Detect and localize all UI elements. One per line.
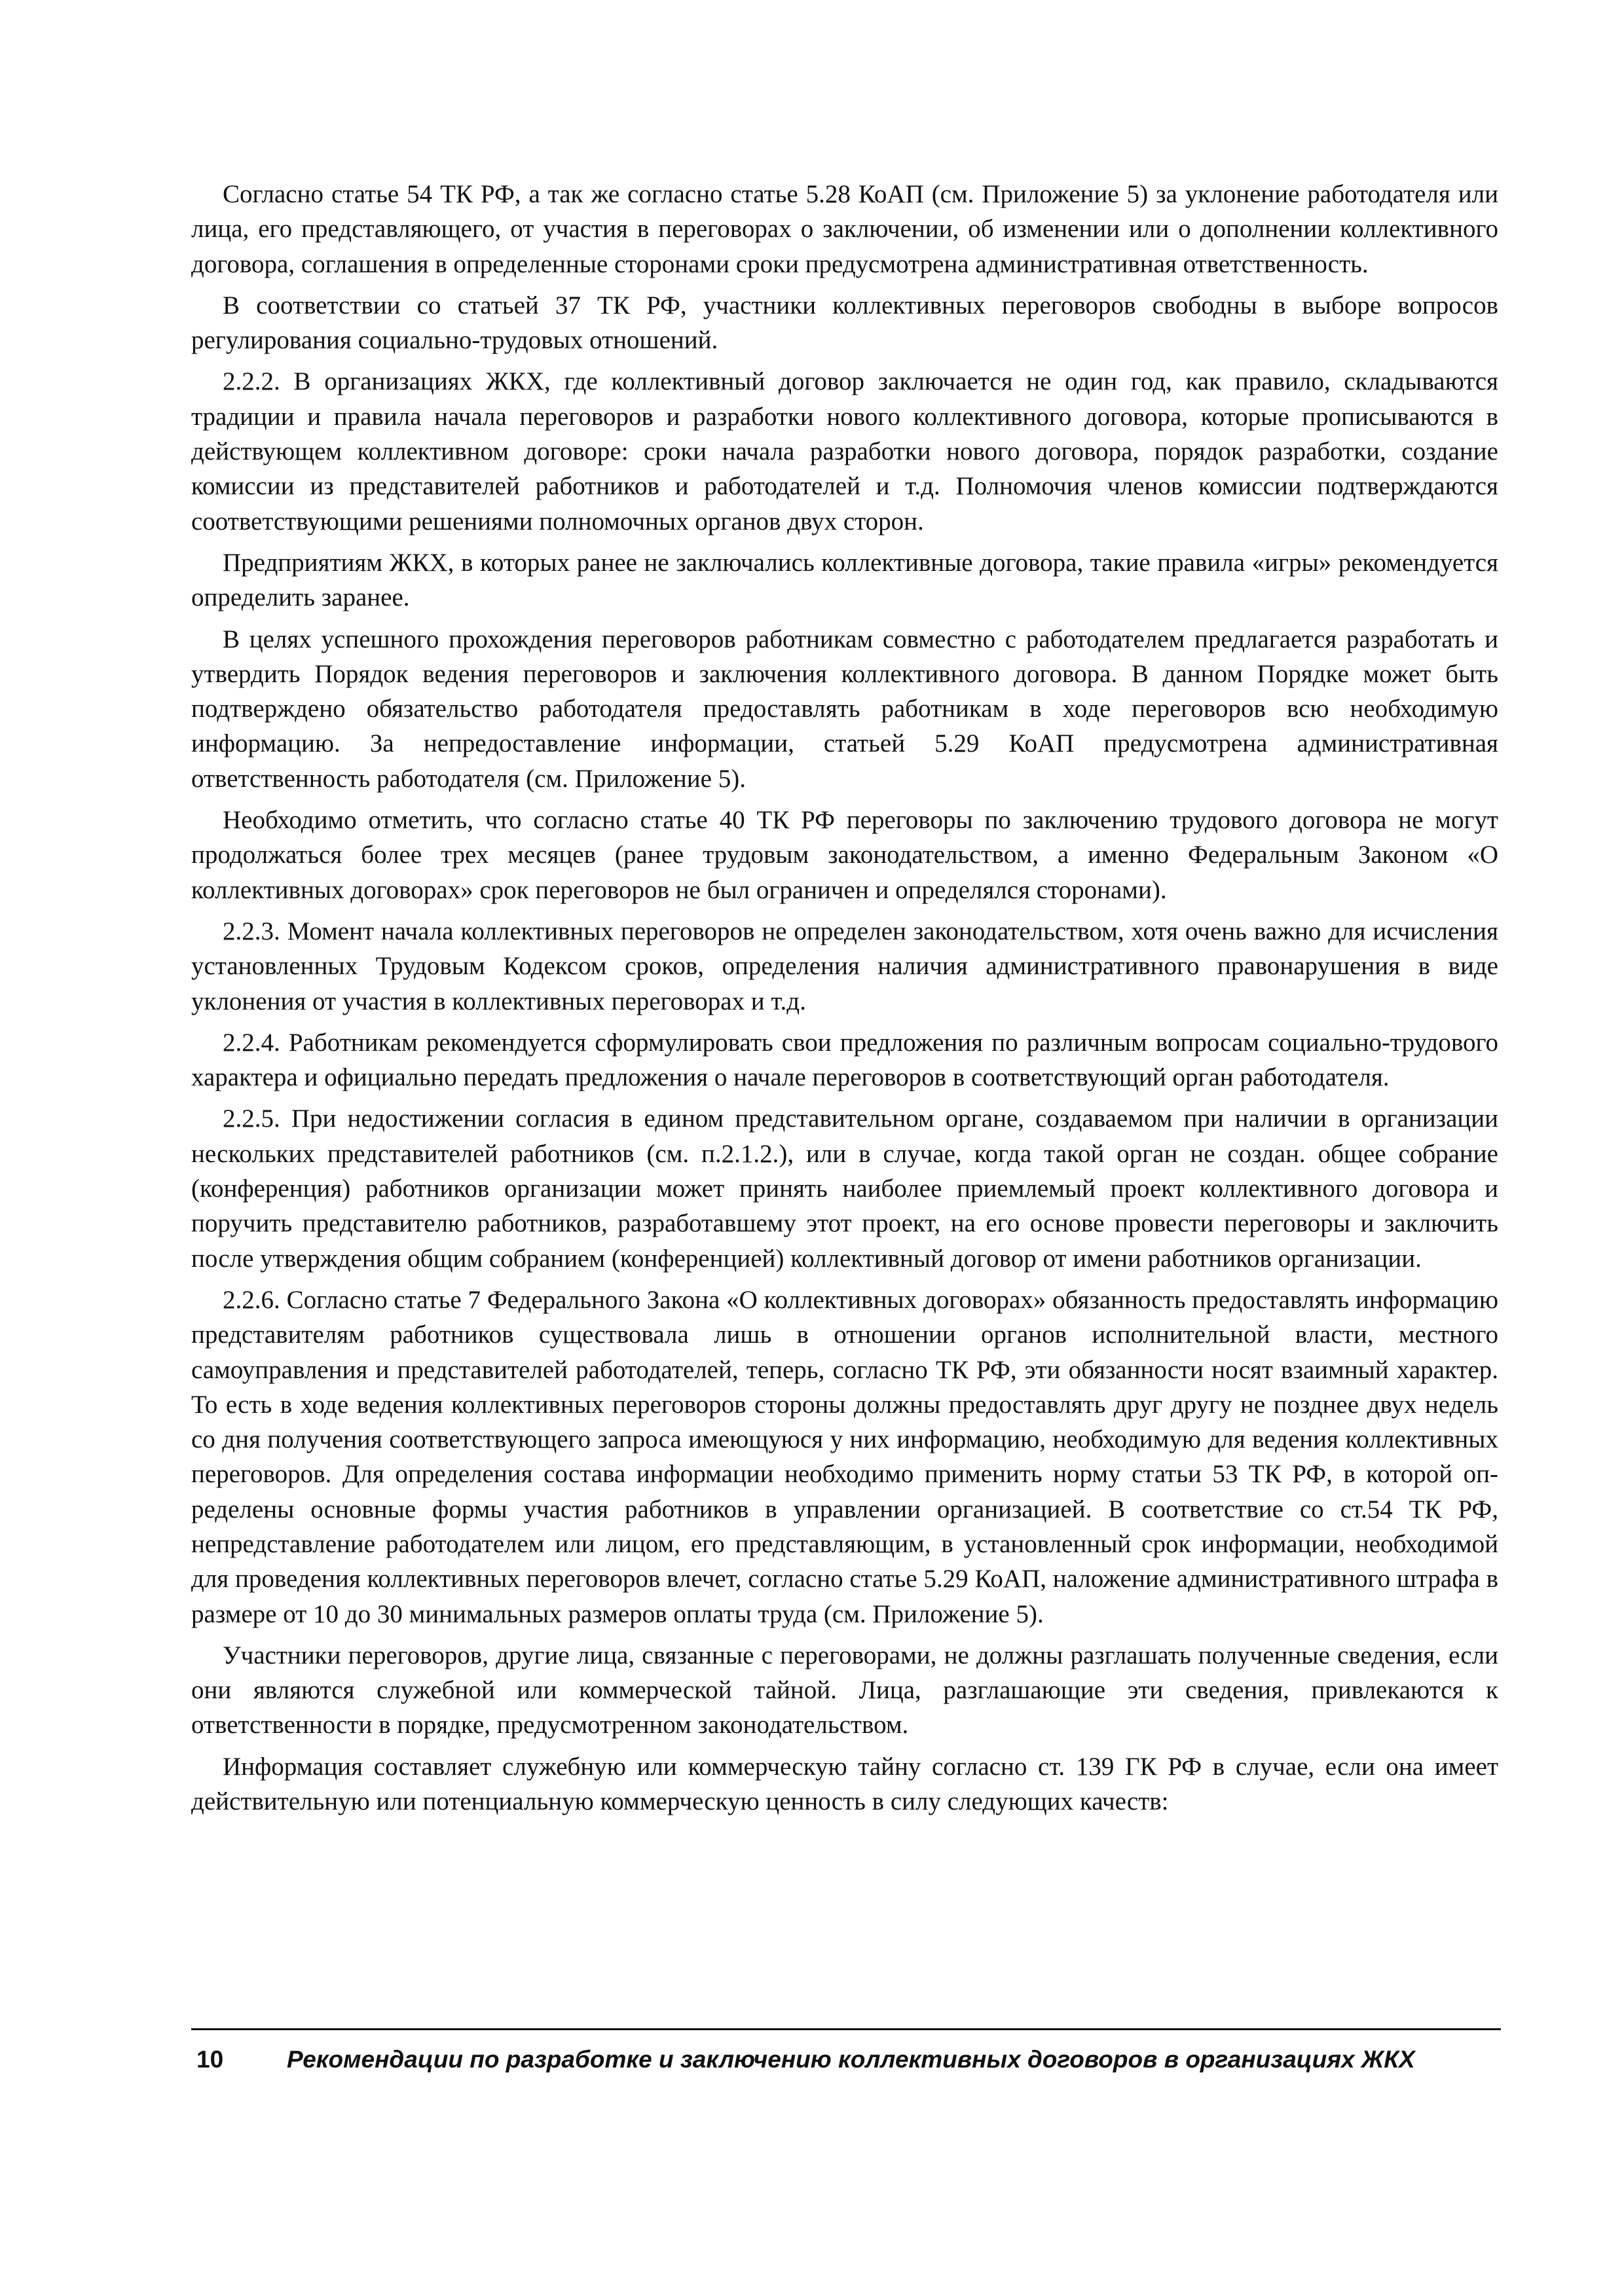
paragraph: 2.2.6. Согласно статье 7 Федерального Закона «О коллективных договорах» обязанность предоставлять информацию представителям работников существовала лишь в отношении органов исполнительной власти, местного самоуправления и представителей работодателей, теперь, согласно ТК РФ, эти обязанности носят взаимный характер. То есть в ходе ведения коллективных переговоров стороны должны предоставлять друг другу не позднее двух недель со дня получения соответствующего запроса имеющуюся у них информацию, необходимую для ведения коллективных переговоров. Для определения состава информации необходимо применить норму статьи 53 ТК РФ, в которой определены основные формы участия работников в управлении организацией. В соответствие со ст.54 ТК РФ, непредставление работодателем или лицом, его представляющим, в установленный срок информации, необходимой для проведения коллективных переговоров влечет, согласно статье 5.29 КоАП, наложение административного штрафа в размере от 10 до 30 минимальных размеров оплаты труда (см. Приложение 5). bbox=[191, 1285, 1498, 1628]
paragraph: Необходимо отметить, что согласно статье 40 ТК РФ переговоры по заключению трудового договора не могут продолжаться более трех месяцев (ранее трудовым законодательством, а именно Федеральным Законом «О коллективных договорах» срок переговоров не был ограничен и определялся сторонами). bbox=[191, 806, 1498, 904]
paragraph: Участники переговоров, другие лица, связанные с переговорами, не должны разглашать полученные сведения, если они являются служебной или коммерческой тайной. Лица, разглашающие эти сведения, привлекаются к ответственности в порядке, предусмотренном законодательством. bbox=[191, 1641, 1498, 1740]
paragraph: В соответствии со статьей 37 ТК РФ, участники коллективных переговоров свободны в выборе вопросов регулирования социально-трудовых отношений. bbox=[191, 291, 1498, 355]
page-number: 10 bbox=[196, 2046, 224, 2073]
body-text bbox=[191, 177, 1498, 1825]
paragraph: Предприятиям ЖКХ, в которых ранее не заключались коллективные договора, такие правила «игры» рекомендуется определить заранее. bbox=[191, 548, 1498, 612]
paragraph: 2.2.2. В организациях ЖКХ, где коллективный договор заключается не один год, как правило, складываются традиции и правила начала переговоров и разработки нового коллективного договора, которые прописываются в действующем коллективном договоре: сроки начала разработки нового договора, порядок разработки, создание комиссии из представителей работников и работодателей и т.д. Полномочия членов комиссии подтверждаются соответствующими решениями полномочных органов двух сторон. bbox=[191, 367, 1498, 536]
paragraph: Согласно статье 54 ТК РФ, а так же согласно статье 5.28 КоАП (см. Приложение 5) за уклонение работодателя или лица, его представляющего, от участия в переговорах о заключении, об изменении или о дополнении коллективного договора, соглашения в определенные сторонами сроки предусмотрена административная ответственность. bbox=[191, 180, 1498, 278]
paragraph: Информация составляет служебную или коммерческую тайну согласно ст. 139 ГК РФ в случае, если она имеет действительную или потенциальную коммерческую ценность в силу следующих качеств: bbox=[191, 1752, 1498, 1816]
footer-divider bbox=[191, 2028, 1501, 2030]
paragraph: В целях успешного прохождения переговоров работникам совместно с работодателем предлагается разработать и утвердить Порядок ведения переговоров и заключения коллективного договора. В данном Порядке может быть подтверждено обязательство работодателя предоставлять работникам в ходе переговоров всю необходимую информацию. За непредоставление информации, статьей 5.29 КоАП предусмотрена административная ответственность работодателя (см. Приложение 5). bbox=[191, 625, 1498, 793]
paragraph: 2.2.4. Работникам рекомендуется сформулировать свои предложения по различным вопросам социально-трудового характера и официально передать предложения о начале переговоров в соответствующий орган работодателя. bbox=[191, 1028, 1498, 1092]
running-title: Рекомендации по разработке и заключению коллективных договоров в организациях ЖКХ bbox=[287, 2046, 1415, 2073]
paragraph: 2.2.5. При недостижении согласия в едином представительном органе, создаваемом при наличии в организации нескольких представителей работников (см. п.2.1.2.), или в случае, когда такой орган не создан. общее собрание (конференция) работников организации может принять наиболее приемлемый проект коллективного договора и поручить представителю работников, разработавшему этот проект, на его основе провести переговоры и заключить после утверждения общим собранием (конференцией) коллективный договор от имени работников организации. bbox=[191, 1104, 1498, 1273]
paragraph: 2.2.3. Момент начала коллективных переговоров не определен законодательством, хотя очень важно для исчисления установленных Трудовым Кодексом сроков, определения наличия административного правонарушения в виде уклонения от участия в коллективных переговорах и т.д. bbox=[191, 917, 1498, 1015]
page-footer bbox=[196, 2041, 1500, 2081]
